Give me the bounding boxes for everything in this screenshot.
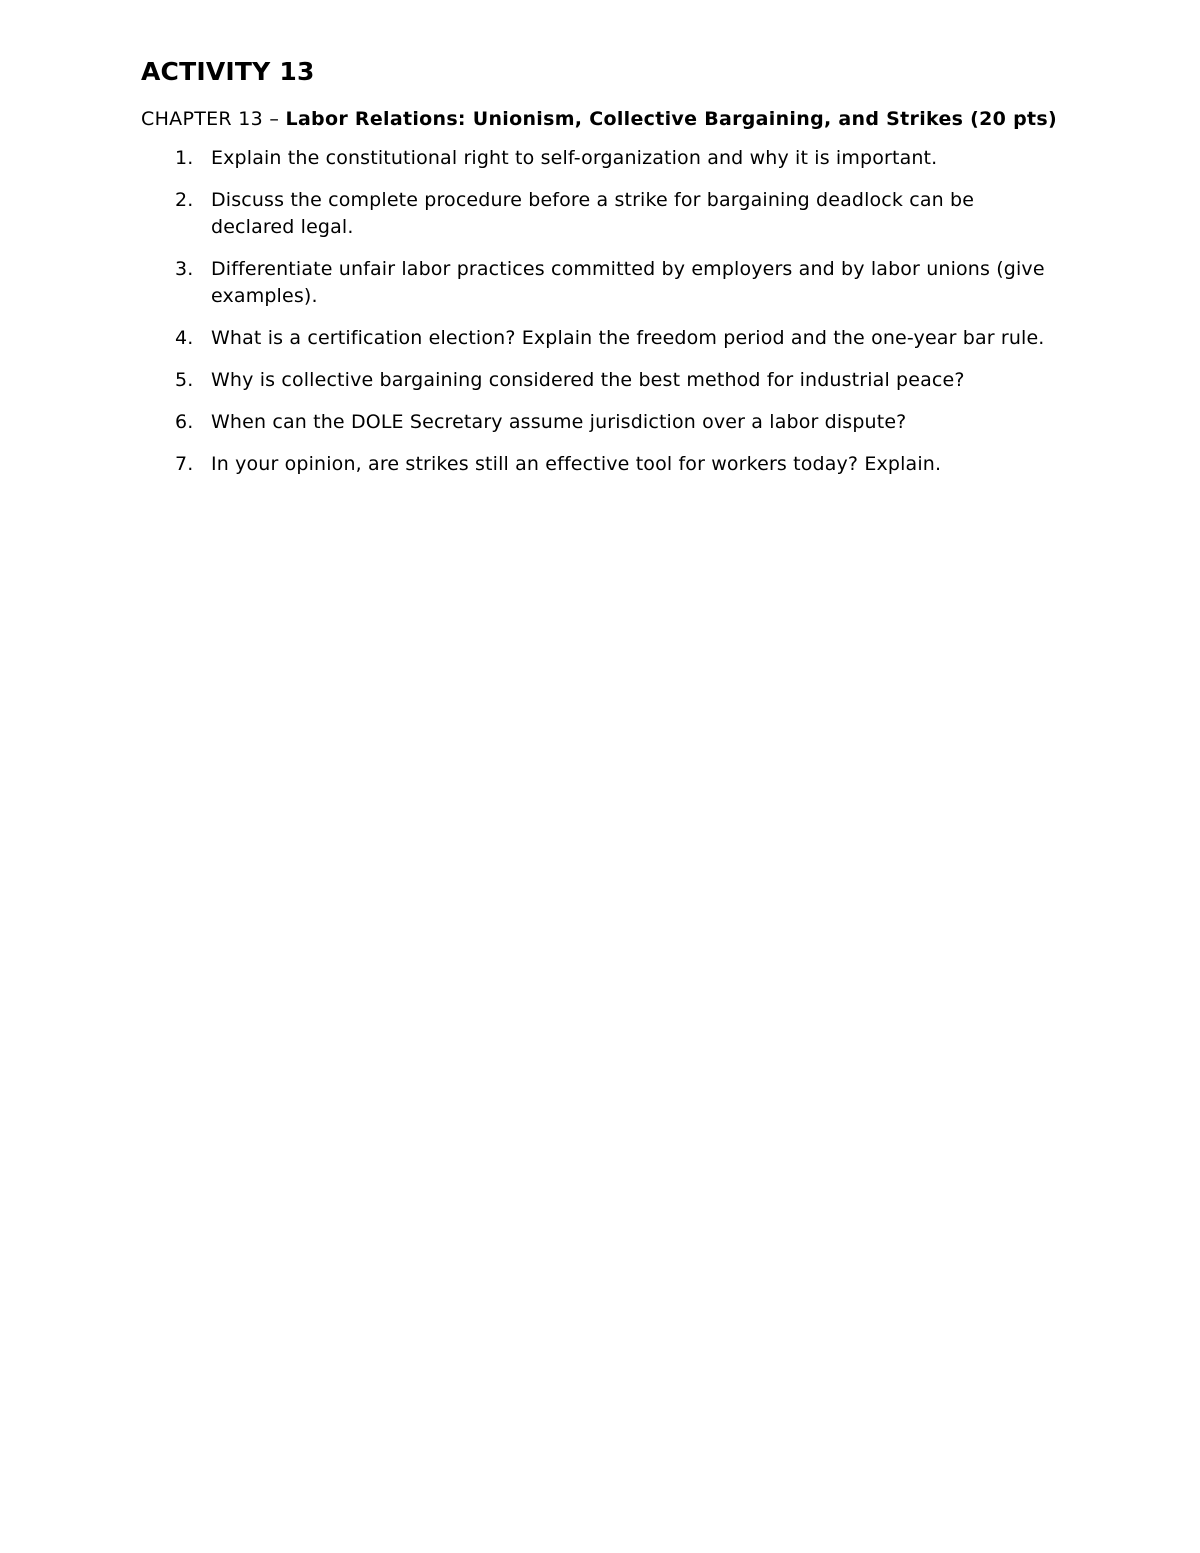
question-text: What is a certification election? Explain the freedom period and the one-year bar rule. xyxy=(211,327,1045,349)
question-number: 7. xyxy=(175,453,194,475)
question-item xyxy=(141,187,1061,241)
question-text: Explain the constitutional right to self-organization and why it is important. xyxy=(211,147,938,169)
question-number: 1. xyxy=(175,147,194,169)
question-text: Discuss the complete procedure before a strike for bargaining deadlock can be declared legal. xyxy=(211,189,975,238)
question-text: Differentiate unfair labor practices committed by employers and by labor unions (give examples). xyxy=(211,258,1045,307)
question-list xyxy=(141,145,1061,478)
question-number: 6. xyxy=(175,411,194,433)
question-item xyxy=(141,145,1061,172)
question-item xyxy=(141,325,1061,352)
chapter-title: Labor Relations: Unionism, Collective Bargaining, and Strikes (20 pts) xyxy=(285,108,1057,130)
chapter-heading xyxy=(141,106,1061,133)
question-text: In your opinion, are strikes still an effective tool for workers today? Explain. xyxy=(211,453,942,475)
question-item xyxy=(141,409,1061,436)
question-number: 5. xyxy=(175,369,194,391)
question-number: 4. xyxy=(175,327,194,349)
document-page xyxy=(141,56,1061,493)
question-text: When can the DOLE Secretary assume jurisdiction over a labor dispute? xyxy=(211,411,907,433)
question-item xyxy=(141,451,1061,478)
question-number: 2. xyxy=(175,189,194,211)
question-text: Why is collective bargaining considered the best method for industrial peace? xyxy=(211,369,965,391)
chapter-number: CHAPTER 13 – xyxy=(141,108,280,130)
question-item xyxy=(141,256,1061,310)
page-title: ACTIVITY 13 xyxy=(141,57,315,86)
question-number: 3. xyxy=(175,258,194,280)
question-item xyxy=(141,367,1061,394)
